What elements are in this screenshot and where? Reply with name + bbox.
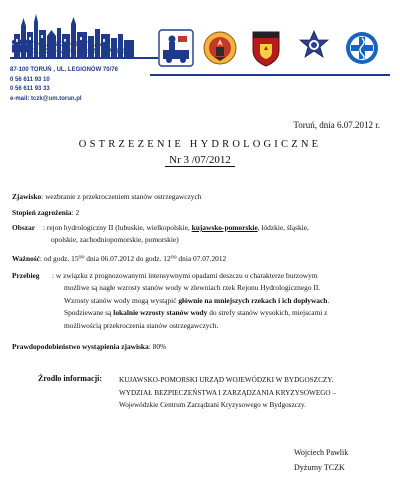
contact-address: 87-100 TORUŃ , UL. LEGIONÓW 70/76 xyxy=(10,67,118,73)
city-guard-icon xyxy=(248,28,284,68)
course-line-3a: Wzrosty stanów wody mogą wystąpić xyxy=(64,295,179,305)
field-area-value xyxy=(43,222,388,247)
field-threat-level xyxy=(12,207,79,219)
course-line-5: możliwością przekroczenia stanów ostrzegawczych. xyxy=(64,320,219,330)
threat-level-value: : 2 xyxy=(71,208,80,217)
contact-phone-2: 0 56 611 93 33 xyxy=(10,86,50,92)
validity-label: Ważność xyxy=(12,254,40,263)
organization-name xyxy=(30,41,131,56)
field-course-value xyxy=(52,270,388,332)
header-rule xyxy=(10,57,158,59)
area-value-part-1: : rejon hydrologiczny II (lubuskie, wielkopolskie, xyxy=(43,223,192,232)
phenomenon-label: Zjawisko xyxy=(12,192,42,201)
medical-rescue-icon xyxy=(344,28,380,68)
course-line-4 xyxy=(52,307,388,319)
area-label: Obszar xyxy=(12,223,35,232)
phenomenon-value: : wezbranie z przekroczeniem stanów ostrzegawczych xyxy=(41,192,202,201)
field-probability xyxy=(12,341,166,353)
document-date: Toruń, dnia 6.07.2012 r. xyxy=(293,120,380,130)
course-label: Przebieg xyxy=(12,271,40,280)
field-phenomenon xyxy=(12,191,201,203)
source-label: Źrodło informacji: xyxy=(38,374,103,383)
contact-block xyxy=(10,66,118,104)
rescue-emergency-icon xyxy=(158,28,194,68)
probability-label: Prawdopodobieństwo wystąpienia zjawiska xyxy=(12,342,149,351)
signature-name: Wojciech Pawlik xyxy=(294,448,349,457)
course-line-1: : w związku z prognozowanymi intensywnymi opadami deszczu o charakterze burzowym xyxy=(52,271,318,280)
area-value-part-3: opolskie, zachodniopomorskie, pomorskie) xyxy=(51,235,179,245)
field-area-label-row xyxy=(12,222,35,234)
header-rule-right xyxy=(150,74,390,76)
contact-email: e-mail: tczk@um.torun.pl xyxy=(10,95,82,102)
course-line-2: możliwe są nagłe wzrosty stanów wody w zlewniach rzek Rejonu Hydrologicznego II. xyxy=(64,283,321,293)
probability-value: : 80% xyxy=(148,342,167,351)
course-line-3 xyxy=(52,295,388,307)
source-line-2: WYDZIAŁ BEZPIECZEŃSTWA I ZARZĄDZANIA KRYZYSOWEGO – xyxy=(119,388,336,397)
contact-phone-1: 0 56 611 93 10 xyxy=(10,76,50,83)
field-course-label-row xyxy=(12,270,40,282)
validity-value: : od godz. 15⁰⁰ dnia 06.07.2012 do godz. 12⁰⁰ dnia 07.07.2012 xyxy=(39,254,227,263)
course-line-4c: do strefy stanów wysokich, miejscami z xyxy=(207,308,328,318)
service-logos xyxy=(156,28,390,70)
signature-role: Dyżurny TCZK xyxy=(294,463,345,472)
area-value-highlight: kujawsko-pomorskie xyxy=(191,223,258,232)
course-line-3c: . xyxy=(327,295,330,305)
police-icon xyxy=(296,28,332,68)
course-line-4a: Spodziewane są xyxy=(64,308,114,318)
course-line-3b: głównie na mniejszych rzekach i ich dopływach xyxy=(178,295,328,305)
field-validity xyxy=(12,253,226,265)
document-number-text: Nr 3 /07/2012 xyxy=(165,154,235,167)
fire-brigade-icon xyxy=(202,28,238,68)
source-line-1: KUJAWSKO-POMORSKI URZĄD WOJEWÓDZKI W BYDGOSZCZY. xyxy=(119,376,334,384)
source-body xyxy=(119,374,387,412)
source-line-3: Wojewódzkie Centrum Zarządzani Kryzysowego w Bydgoszczy. xyxy=(119,401,306,410)
document-number xyxy=(0,154,400,166)
document-title: OSTRZEZENIE HYDROLOGICZNE xyxy=(78,139,322,150)
threat-level-label: Stopień zagrożenia xyxy=(12,208,72,217)
org-line-2: ZARZĄDZANIA KRYZYSOWEGO xyxy=(30,48,131,56)
course-line-4b: lokalnie wzrosty stanów wody xyxy=(113,308,208,318)
area-value-part-2: , łódzkie, śląskie, xyxy=(257,223,309,232)
org-line-1: TORUŃSKIE CENTRUM xyxy=(30,41,103,48)
